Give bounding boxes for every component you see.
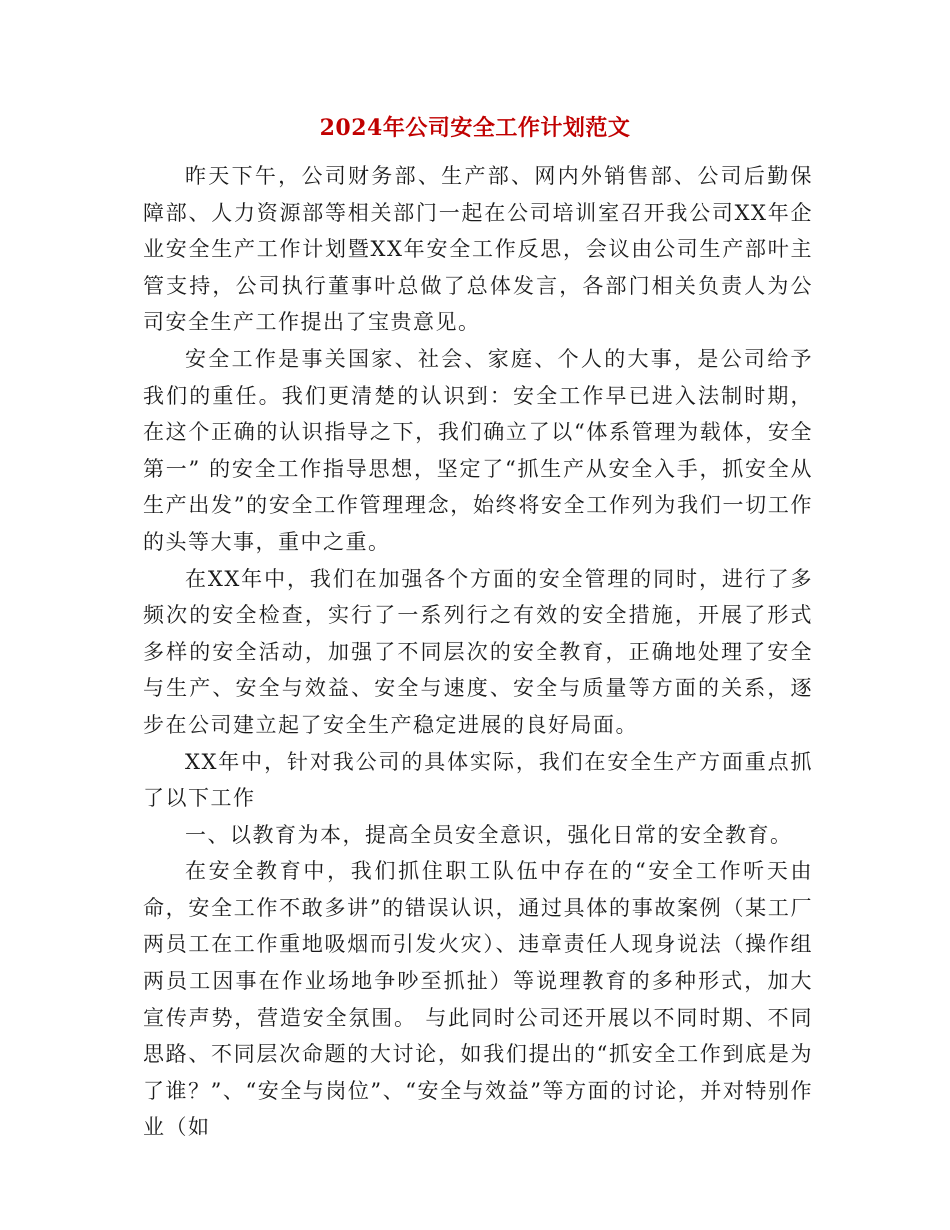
- paragraph: 在XX年中，我们在加强各个方面的安全管理的同时，进行了多频次的安全检查，实行了一系列行之有效的安全措施，开展了形式多样的安全活动，加强了不同层次的安全教育，正确地处理了安全与生产、安全与效益、安全与速度、安全与质量等方面的关系，逐步在公司建立起了安全生产稳定进展的良好局面。: [143, 566, 813, 737]
- paragraph: 在安全教育中，我们抓住职工队伍中存在的“安全工作听天由命，安全工作不敢多讲”的错误认识，通过具体的事故案例（某工厂两员工在工作重地吸烟而引发火灾）、违章责任人现身说法（操作组两员工因事在作业场地争吵至抓扯）等说理教育的多种形式，加大宣传声势，营造安全氛围。 与此同时公司还开展以不同时期、不同思路、不同层次命题的大讨论，如我们提出的“抓安全工作到底是为了谁？”、“安全与岗位”、“安全与效益”等方面的讨论，并对特别作业（如: [143, 859, 813, 1140]
- paragraph: XX年中，针对我公司的具体实际，我们在安全生产方面重点抓了以下工作: [143, 749, 813, 811]
- paragraph: 安全工作是事关国家、社会、家庭、个人的大事，是公司给予我们的重任。我们更清楚的认识到：安全工作早已进入法制时期，在这个正确的认识指导之下，我们确立了以“体系管理为载体，安全第一” 的安全工作指导思想，坚定了“抓生产从安全入手，抓安全从生产出发”的安全工作管理理念，始终将安全工作列为我们一切工作的头等大事，重中之重。: [143, 346, 813, 554]
- document-body: [143, 158, 813, 1146]
- paragraph: 一、以教育为本，提高全员安全意识，强化日常的安全教育。: [185, 822, 793, 847]
- paragraph: 昨天下午，公司财务部、生产部、网内外销售部、公司后勤保障部、人力资源部等相关部门一起在公司培训室召开我公司XX年企业安全生产工作计划暨XX年安全工作反思，会议由公司生产部叶主管支持，公司执行董事叶总做了总体发言，各部门相关负责人为公司安全生产工作提出了宝贵意见。: [143, 164, 813, 335]
- document-title: 2024年公司安全工作计划范文: [319, 115, 631, 141]
